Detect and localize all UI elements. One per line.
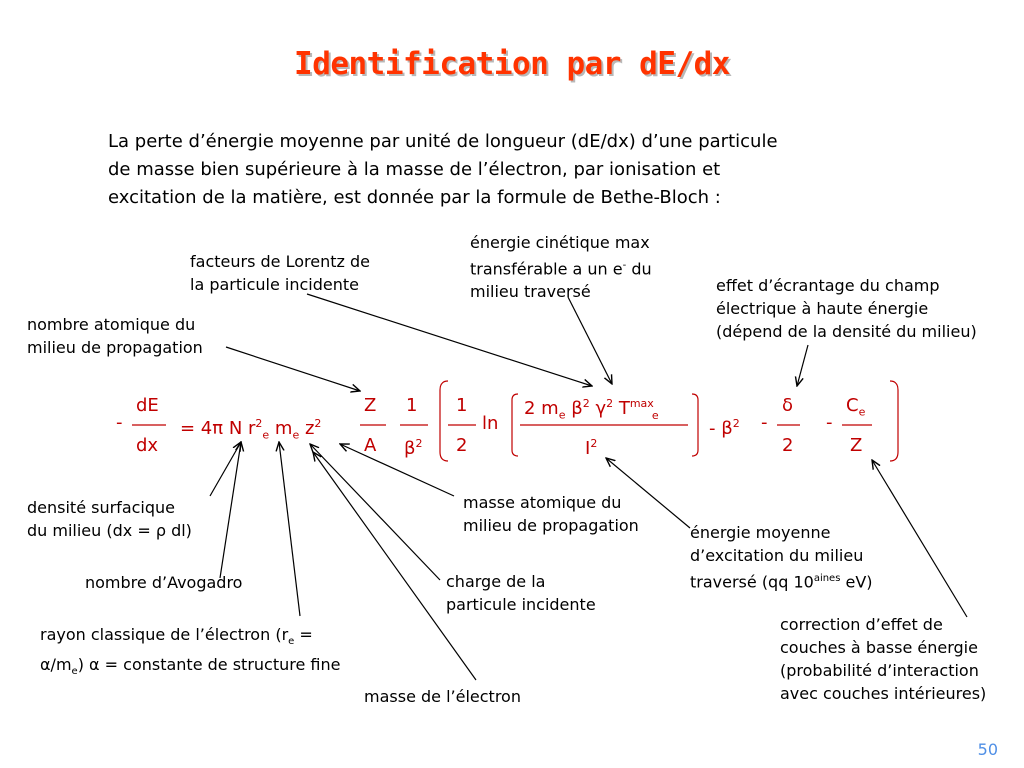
- annotation-line: facteurs de Lorentz de: [190, 252, 370, 271]
- eq-text: C: [846, 395, 859, 416]
- gamma-symbol: γ: [595, 398, 607, 419]
- annotation-line: énergie moyenne: [690, 523, 831, 542]
- annotation-line: (dépend de la densité du milieu): [716, 322, 977, 341]
- eq-delta-den: 2: [782, 435, 794, 456]
- arrow-electron-radius: [279, 442, 300, 616]
- big-bracket-right: [890, 381, 898, 461]
- annotation-line: d’excitation du milieu: [690, 546, 864, 565]
- annotation-line: la particule incidente: [190, 275, 359, 294]
- eq-minus: -: [761, 412, 768, 433]
- superscript: aines: [813, 573, 841, 584]
- annotation-line: nombre atomique du: [27, 315, 196, 334]
- arrow-excitation: [606, 458, 690, 528]
- superscript: -: [622, 260, 627, 271]
- annotation-line: (probabilité d’interaction: [780, 661, 979, 680]
- eq-minus: -: [826, 412, 833, 433]
- annotation-text: du milieu (dx =: [27, 521, 156, 540]
- arrow-screening: [797, 345, 808, 386]
- eq-half-num: 1: [456, 395, 468, 416]
- annotation-text: = constante de structure fine: [99, 655, 341, 675]
- arrow-atomic-mass: [340, 444, 454, 496]
- annotation-line: particule incidente: [446, 595, 596, 614]
- eq-dx: dx: [136, 435, 159, 456]
- eq-text: I: [585, 438, 591, 459]
- eq-Z: Z: [364, 395, 377, 416]
- annotation-line: milieu de propagation: [463, 516, 639, 535]
- eq-Ce-den: Z: [850, 435, 863, 456]
- beta-symbol: β: [721, 418, 733, 439]
- page-number: 50: [977, 740, 998, 759]
- annotation-arrows: [210, 294, 967, 680]
- subscript: e: [558, 408, 566, 422]
- annotation-text: du: [626, 259, 652, 279]
- annotation-text: dl): [165, 521, 192, 540]
- annotation-text: eV): [840, 572, 873, 592]
- eq-minus: -: [116, 412, 123, 433]
- annotation-line: masse atomique du: [463, 493, 622, 512]
- subscript: e: [651, 408, 659, 422]
- superscript: 2: [314, 417, 322, 430]
- annotation-line: charge de la: [446, 572, 546, 591]
- subscript: e: [262, 428, 270, 442]
- annotation-text: rayon classique de l’électron (r: [40, 625, 289, 644]
- eq-text: z: [299, 418, 315, 439]
- annotation-line: correction d’effet de: [780, 615, 943, 634]
- annotation-line: effet d’écrantage du champ: [716, 276, 940, 295]
- alpha-symbol: α: [40, 655, 51, 675]
- eq-dE: dE: [136, 395, 159, 416]
- subscript: e: [858, 405, 866, 419]
- intro-line: La perte d’énergie moyenne par unité de longueur (dE/dx) d’une particule: [108, 131, 778, 152]
- annotation-line: couches à basse énergie: [780, 638, 978, 657]
- brackets: [440, 381, 898, 461]
- superscript: max: [629, 397, 654, 410]
- eq-A: A: [364, 435, 377, 456]
- annotation-line: avec couches intérieures): [780, 684, 987, 703]
- intro-line: excitation de la matière, est donnée par la formule de Bethe-Bloch :: [108, 187, 721, 208]
- annotation-electron-mass: masse de l’électron: [364, 687, 521, 706]
- eq-text: = 4: [180, 418, 213, 439]
- eq-ln: ln: [482, 413, 499, 434]
- superscript: 2: [582, 397, 590, 410]
- superscript: 2: [606, 397, 614, 410]
- rho-symbol: ρ: [155, 521, 166, 540]
- arrow-shell-correction: [872, 460, 967, 617]
- eq-text: T: [613, 398, 630, 419]
- superscript: 2: [415, 437, 423, 450]
- beta-symbol: β: [571, 398, 583, 419]
- annotation-text: transférable a un e: [470, 259, 623, 279]
- eq-delta: δ: [782, 395, 794, 416]
- pi-symbol: π: [212, 418, 224, 439]
- annotation-text: =: [294, 625, 313, 644]
- annotation-text: /m: [50, 655, 72, 675]
- superscript: 2: [732, 417, 740, 430]
- annotation-line: milieu traversé: [470, 282, 591, 302]
- big-bracket-left: [440, 381, 448, 461]
- slide-title: Identification par dE/dx: [294, 46, 730, 82]
- arrow-avogadro: [220, 442, 241, 578]
- eq-half-den: 2: [456, 435, 468, 456]
- annotation-avogadro: nombre d’Avogadro: [85, 573, 243, 592]
- superscript: 2: [255, 417, 263, 430]
- subscript: e: [292, 428, 300, 442]
- intro-line: de masse bien supérieure à la masse de l’électron, par ionisation et: [108, 159, 721, 180]
- annotation-text: ): [77, 655, 90, 675]
- eq-text: m: [269, 418, 293, 439]
- arrow-atomic-number: [226, 347, 360, 391]
- annotation-line: densité surfacique: [27, 498, 175, 517]
- arrow-tmax: [568, 297, 612, 384]
- alpha-symbol: α: [89, 655, 100, 675]
- annotation-line: énergie cinétique max: [470, 233, 650, 252]
- arrow-electron-mass: [313, 452, 476, 680]
- annotation-line: milieu de propagation: [27, 338, 203, 357]
- subscript: e: [288, 636, 295, 648]
- log-paren-left: [512, 394, 518, 456]
- eq-text: 2 m: [524, 398, 559, 419]
- eq-text: N r: [223, 418, 256, 439]
- arrow-charge: [310, 444, 440, 580]
- arrow-lorentz: [307, 294, 592, 386]
- subscript: e: [71, 666, 78, 678]
- eq-one: 1: [406, 395, 418, 416]
- eq-text: -: [709, 418, 722, 439]
- superscript: 2: [590, 437, 598, 450]
- log-paren-right: [692, 394, 698, 456]
- annotation-line: électrique à haute énergie: [716, 299, 929, 318]
- beta-symbol: β: [404, 438, 416, 459]
- annotation-text: traversé (qq 10: [690, 572, 814, 592]
